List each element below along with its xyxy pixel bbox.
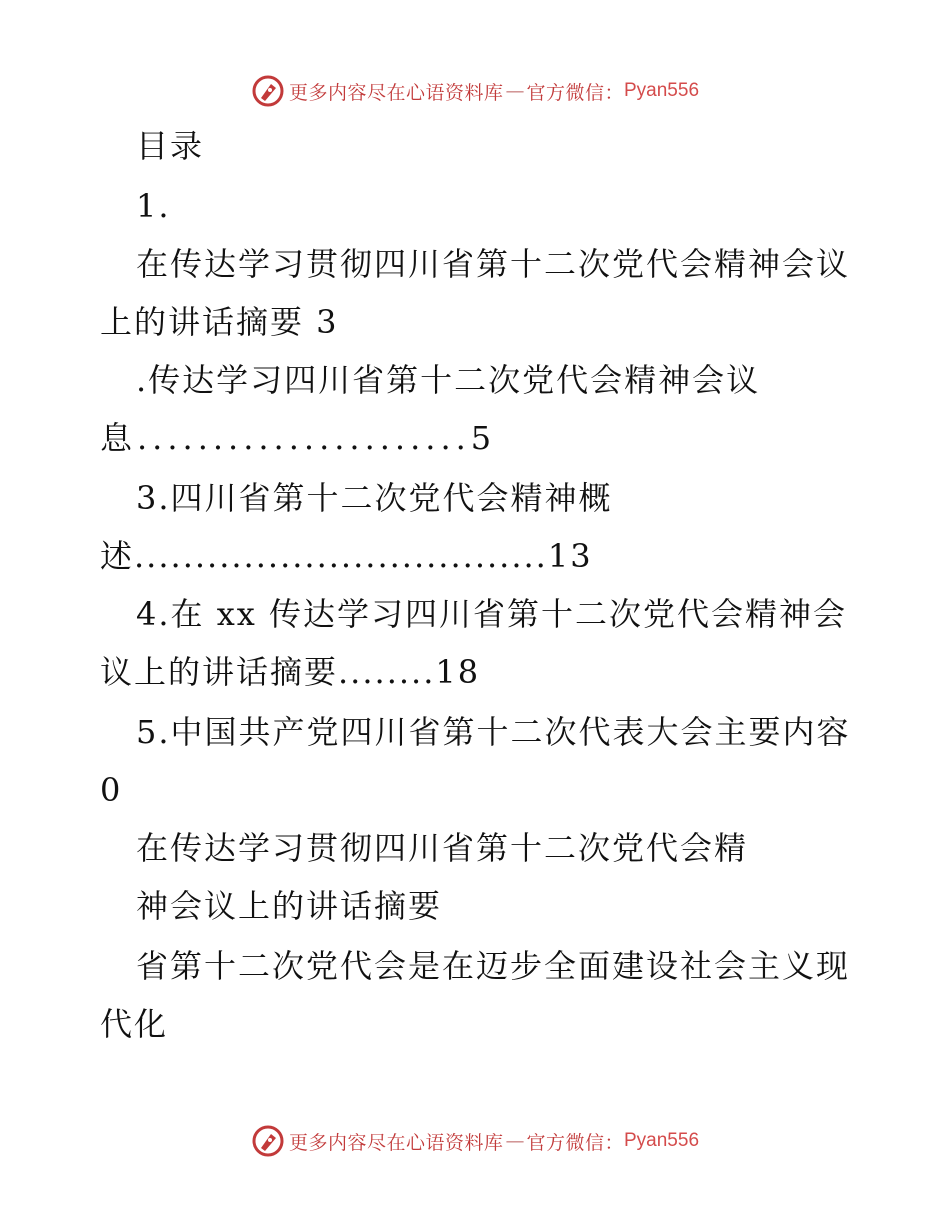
toc-item-1-title: 在传达学习贯彻四川省第十二次党代会精神会议	[136, 245, 851, 283]
body-paragraph-line-2: 代化	[100, 1005, 169, 1043]
toc-item-3-cont: 述..................................13	[100, 537, 593, 575]
toc-item-2-title: .传达学习四川省第十二次党代会精神会议	[136, 361, 761, 399]
watermark-separator: —	[505, 80, 525, 102]
toc-item-1-cont: 上的讲话摘要 3	[100, 303, 339, 341]
toc-item-number: 1.	[136, 187, 171, 225]
watermark-wechat-handle: Pyan556	[624, 1130, 700, 1151]
watermark-footer	[0, 1121, 950, 1161]
watermark-wechat-label: 官方微信：	[526, 81, 624, 104]
watermark-site-text: 更多内容尽在心语资料库	[288, 81, 504, 104]
section-title-line-2: 神会议上的讲话摘要	[136, 887, 443, 925]
toc-item-2-cont: 息......................5	[100, 419, 497, 457]
pen-nib-circle-icon	[251, 1124, 285, 1158]
toc-item-4-title: 4.在 xx 传达学习四川省第十二次党代会精神会	[136, 595, 847, 633]
watermark-header	[0, 71, 950, 111]
watermark-wechat-label: 官方微信：	[526, 1131, 624, 1154]
watermark-wechat-handle: Pyan556	[624, 80, 700, 101]
toc-item-5-title: 5.中国共产党四川省第十二次代表大会主要内容	[136, 713, 851, 751]
toc-item-3-title: 3.四川省第十二次党代会精神概	[136, 479, 613, 517]
body-paragraph-line-1: 省第十二次党代会是在迈步全面建设社会主义现	[136, 947, 851, 985]
toc-item-5-cont: 0	[100, 771, 123, 809]
pen-nib-circle-icon	[251, 74, 285, 108]
watermark-separator: —	[505, 1130, 525, 1152]
toc-heading: 目录	[136, 127, 205, 165]
toc-item-4-cont: 议上的讲话摘要........18	[100, 653, 481, 691]
watermark-site-text: 更多内容尽在心语资料库	[288, 1131, 504, 1154]
section-title-line-1: 在传达学习贯彻四川省第十二次党代会精	[136, 829, 749, 867]
